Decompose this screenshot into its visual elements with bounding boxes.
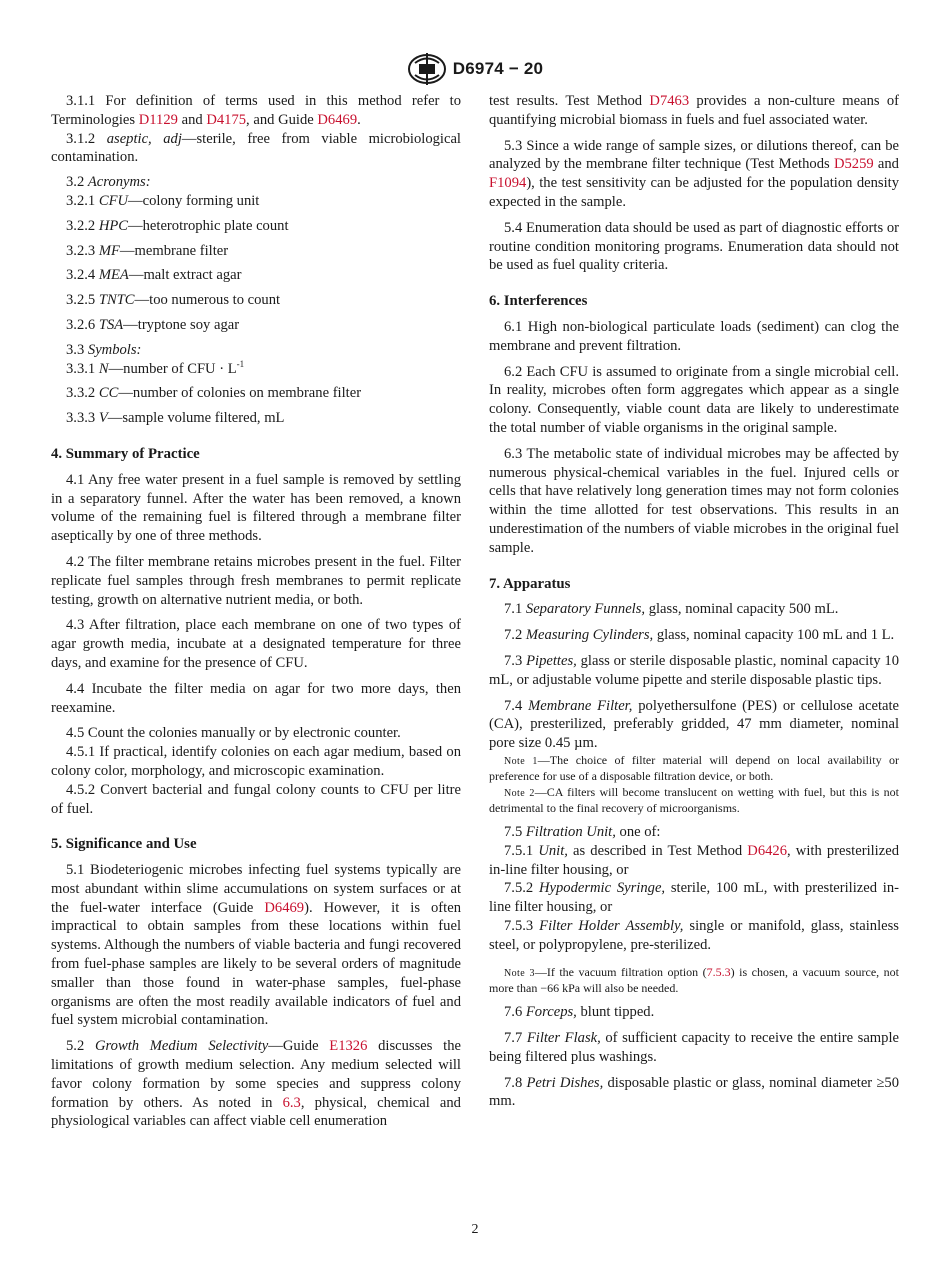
right-column (489, 92, 899, 1111)
para-3-3-1: 3.3.1 N—number of CFU · $L^{-1}$ (66, 358, 245, 377)
ref-link-d1129[interactable]: D1129 (138, 111, 178, 128)
astm-logo-icon (407, 52, 447, 86)
para-3-2-4: 3.2.4 MEA—malt extract agar (66, 267, 242, 284)
note-1: Note 1—The choice of filter material will depend on local availability or preference for use of a disposable filtration device, or both. (489, 752, 899, 784)
para-3-3-2: 3.3.2 CC—number of colonies on membrane filter (66, 385, 362, 402)
para-3-3-3: 3.3.3 V—sample volume filtered, mL (66, 410, 285, 427)
para-7-5: 7.5 Filtration Unit, one of: (504, 824, 661, 841)
ref-link-d4175[interactable]: D4175 (206, 111, 247, 128)
para-3-2: 3.2 Acronyms: (66, 174, 151, 191)
para-7-6: 7.6 Forceps, blunt tipped. (504, 1004, 655, 1021)
para-3-1-1: 3.1.1 For definition of terms used in this method refer to Terminologies D1129 and D4175, and Guide D6469. (51, 93, 461, 128)
para-6-3: 6.3 The metabolic state of individual microbes may be affected by numerous physical-chemical variables in the fuel. Injured cells or cells that have relatively long generation times may not form colonies within the time allotted for test observations. This results in an underestimation of the numbers of viable microbes in the original fuel sample. (489, 445, 899, 556)
para-7-1: 7.1 Separatory Funnels, glass, nominal capacity 500 mL. (504, 601, 839, 618)
ref-link-d6469[interactable]: D6469 (264, 899, 305, 916)
note-3: Note 3—If the vacuum filtration option (7.5.3) is chosen, a vacuum source, not more than −66 kPa will also be needed. (489, 964, 899, 995)
para-3-3: 3.3 Symbols: (66, 341, 142, 358)
para-5-1: 5.1 Biodeteriogenic microbes infecting fuel systems typically are most abundant within slime accumulations on system surfaces or at the fuel-water interface (Guide D6469). However, it is often impractical to obtain samples from these locations within fuel systems. Although the numbers of viable bacteria and fungi recovered from fuel-phase samples are likely to be several orders of magnitude smaller than those found in water-phase samples, fuel-phase organisms are often the most readily available indicators of fuel and fuel system microbial contamination. (51, 862, 461, 1029)
para-7-3: 7.3 Pipettes, glass or sterile disposable plastic, nominal capacity 10 mL, or adjustable volume pipette and sterile disposable plastic tips. (489, 652, 900, 688)
ref-link-6-3[interactable]: 6.3 (282, 1094, 301, 1111)
para-7-2: 7.2 Measuring Cylinders, glass, nominal capacity 100 mL and 1 L. (504, 627, 895, 644)
para-4-5-1: 4.5.1 If practical, identify colonies on each agar medium, based on colony color, morphology, and microscopic examination. (51, 744, 461, 779)
para-5-2-continued: test results. Test Method D7463 provides a non-culture means of quantifying microbial biomass in fuels and fuel associated water. (489, 93, 900, 128)
para-5-3: 5.3 Since a wide range of sample sizes, or dilutions thereof, can be analyzed by the membrane filter technique (Test Methods D5259 and F1094), the test sensitivity can be adjusted for the population density expected in the sample. (489, 137, 899, 210)
ref-link-d6426[interactable]: D6426 (747, 842, 788, 859)
para-7-4: 7.4 Membrane Filter, polyethersulfone (PES) or cellulose acetate (CA), presterilized, preferably gridded, 47 mm diameter, nominal pore size 0.45 µm. (489, 697, 900, 752)
para-7-5-3: 7.5.3 Filter Holder Assembly, single or manifold, glass, stainless steel, or polypropylene, pre-sterilized. (489, 918, 899, 953)
para-3-2-1: 3.2.1 CFU—colony forming unit (66, 192, 260, 209)
left-column (51, 92, 461, 1131)
para-4-4: 4.4 Incubate the filter media on agar for two more days, then reexamine. (51, 680, 461, 716)
section-heading-4: 4. Summary of Practice (51, 445, 200, 462)
para-6-2: 6.2 Each CFU is assumed to originate from a single microbial cell. In reality, microbes often form aggregates which appear as a single colony. Consequently, viable count data are likely to underestimate the total number of viable organisms in the original sample. (489, 363, 899, 436)
para-4-2: 4.2 The filter membrane retains microbes present in the fuel. Filter replicate fuel samples through fresh membranes to permit replicate testing, growth on alternative nutrient media, or both. (51, 553, 461, 608)
para-7-8: 7.8 Petri Dishes, disposable plastic or glass, nominal diameter ≥50 mm. (489, 1074, 899, 1110)
para-3-2-3: 3.2.3 MF—membrane filter (66, 242, 229, 259)
note-2: Note 2—CA filters will become translucent on wetting with fuel, but this is not detrimental to the final recovery of microorganisms. (489, 784, 899, 815)
ref-link-f1094[interactable]: F1094 (489, 175, 527, 192)
section-heading-6: 6. Interferences (489, 293, 588, 310)
ref-link-7-5-3[interactable]: 7.5.3 (706, 964, 731, 979)
para-3-2-5: 3.2.5 TNTC—too numerous to count (66, 292, 281, 309)
para-3-1-2: 3.1.2 aseptic, adj—sterile, free from viable microbiological contamination. (51, 130, 461, 166)
ref-link-d6469[interactable]: D6469 (317, 111, 358, 128)
section-heading-5: 5. Significance and Use (51, 836, 197, 853)
page-number: 2 (471, 1222, 479, 1237)
para-6-1: 6.1 High non-biological particulate loads (sediment) can clog the membrane and prevent filtration. (489, 318, 899, 354)
ref-link-d7463[interactable]: D7463 (649, 93, 690, 109)
ref-link-d5259[interactable]: D5259 (833, 156, 874, 173)
para-5-2: 5.2 Growth Medium Selectivity—Guide E1326 discusses the limitations of growth medium selection. Any medium selected will favor colony formation by some species and suppress colony formation by others. As noted in 6.3, physical, chemical and physiological variables can affect viable cell enumeration (51, 1038, 461, 1130)
para-3-2-2: 3.2.2 HPC—heterotrophic plate count (66, 217, 289, 234)
page-header (0, 52, 950, 86)
section-heading-7: 7. Apparatus (489, 575, 571, 592)
para-7-5-2: 7.5.2 Hypodermic Syringe, sterile, 100 mL, with presterilized in-line filter housing, or (489, 880, 900, 916)
para-4-5: 4.5 Count the colonies manually or by electronic counter. (66, 725, 401, 742)
para-7-5-1: 7.5.1 Unit, as described in Test Method D6426, with presterilized in-line filter housing, or (489, 842, 899, 878)
para-4-5-2: 4.5.2 Convert bacterial and fungal colony counts to CFU per litre of fuel. (51, 781, 461, 817)
para-3-2-6: 3.2.6 TSA—tryptone soy agar (66, 316, 240, 333)
ref-link-e1326[interactable]: E1326 (329, 1038, 368, 1055)
para-4-1: 4.1 Any free water present in a fuel sample is removed by settling in a separatory funnel. After the water has been removed, a known volume of the remaining fuel is filtered through a membrane filter aseptically by one of three methods. (51, 471, 461, 545)
para-7-7: 7.7 Filter Flask, of sufficient capacity to receive the entire sample being filtered plus washings. (489, 1030, 899, 1065)
document-id: D6974 − 20 (452, 59, 544, 78)
para-5-4: 5.4 Enumeration data should be used as part of diagnostic efforts or routine condition monitoring programs. Enumeration data should not be used as fuel quality criteria. (489, 219, 899, 274)
para-4-3: 4.3 After filtration, place each membrane on one of two types of agar growth media, incubate at a designated temperature for three days, and examine for the presence of CFU. (51, 617, 461, 671)
